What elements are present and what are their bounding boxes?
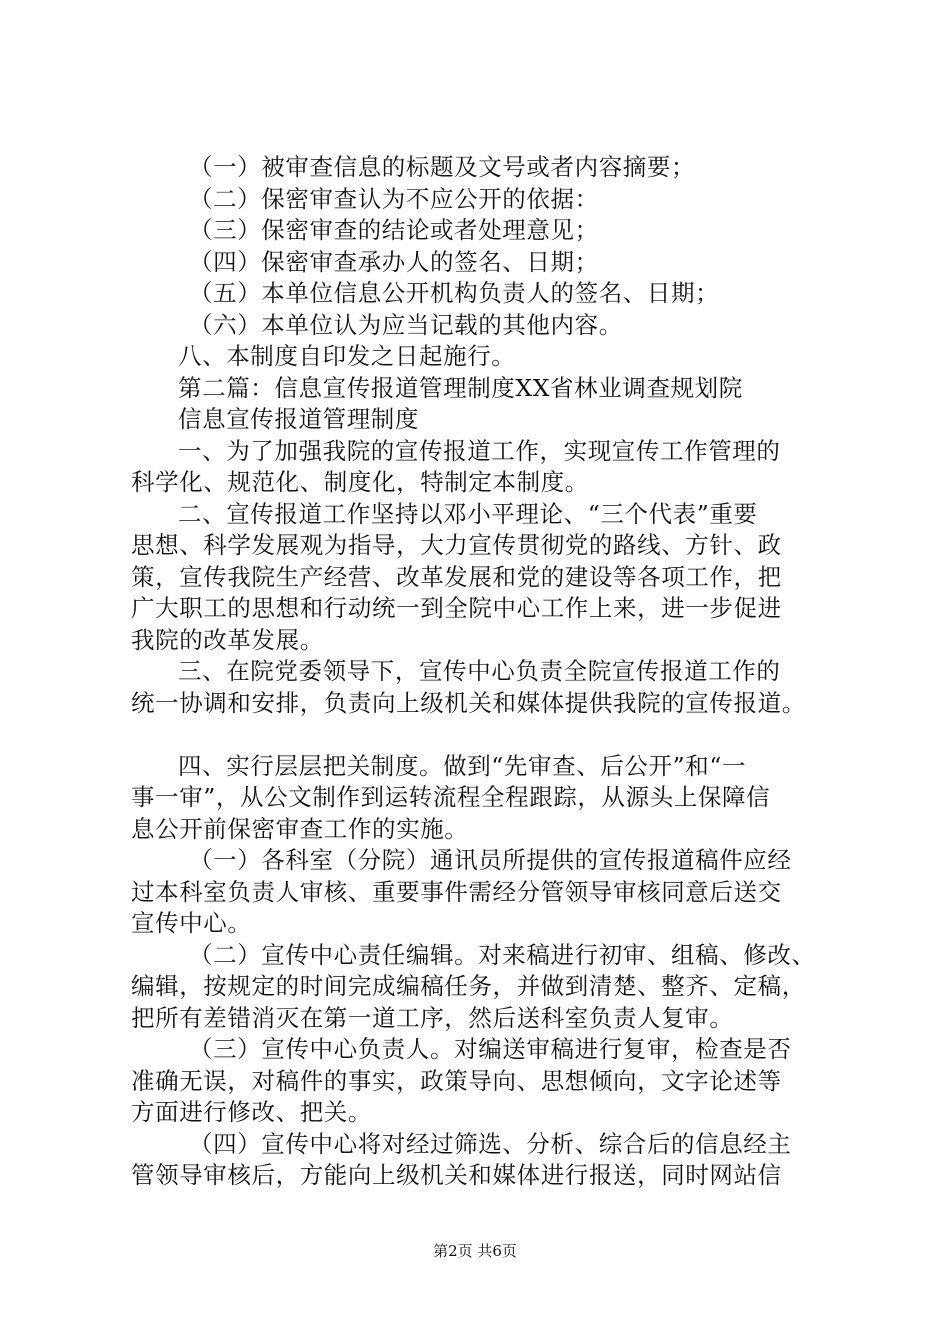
text-line: 二、宣传报道工作坚持以邓小平理论、“三个代表”重要 bbox=[178, 499, 758, 528]
text-line: （五）本单位信息公开机构负责人的签名、日期； bbox=[189, 279, 720, 307]
text-line: 把所有差错消灭在第一道工序，然后送科室负责人复审。 bbox=[131, 1003, 734, 1032]
text-line: 息公开前保密审查工作的实施。 bbox=[131, 814, 469, 843]
text-line: （四）宣传中心将对经过筛选、分析、综合后的信息经主 bbox=[189, 1129, 792, 1158]
document-body bbox=[131, 152, 831, 1192]
text-line: 科学化、规范化、制度化，特制定本制度。 bbox=[131, 468, 589, 496]
text-line: 事一审”，从公文制作到运转流程全程跟踪，从源头上保障信 bbox=[131, 783, 771, 811]
text-line: 方面进行修改、把关。 bbox=[131, 1098, 372, 1126]
text-line: 宣传中心。 bbox=[131, 909, 252, 937]
text-line: （二）宣传中心责任编辑。对来稿进行初审、组稿、修改、 bbox=[189, 940, 816, 969]
text-line: 管领导审核后，方能向上级机关和媒体进行报送，同时网站信 bbox=[131, 1161, 782, 1189]
text-line: 编辑，按规定的时间完成编稿任务，并做到清楚、整齐、定稿， bbox=[131, 972, 806, 1000]
text-line: （二）保密审查认为不应公开的依据： bbox=[189, 184, 599, 213]
blank-line bbox=[131, 719, 831, 751]
text-line: 信息宣传报道管理制度 bbox=[178, 405, 419, 433]
text-line: 第二篇：信息宣传报道管理制度XX省林业调查规划院 bbox=[178, 373, 743, 402]
text-line: 策，宣传我院生产经营、改革发展和党的建设等各项工作，把 bbox=[131, 562, 782, 591]
text-line: 过本科室负责人审核、重要事件需经分管领导审核同意后送交 bbox=[131, 877, 782, 906]
text-line: （一）被审查信息的标题及文号或者内容摘要； bbox=[189, 153, 696, 181]
text-line: 我院的改革发展。 bbox=[131, 625, 324, 654]
text-line: （六）本单位认为应当记载的其他内容。 bbox=[189, 310, 623, 339]
text-line: 八、本制度自印发之日起施行。 bbox=[178, 342, 516, 370]
text-line: 准确无误，对稿件的事实，政策导向、思想倾向，文字论述等 bbox=[131, 1066, 782, 1095]
text-line: （一）各科室（分院）通讯员所提供的宣传报道稿件应经 bbox=[189, 846, 792, 874]
text-line: 思想、科学发展观为指导，大力宣传贯彻党的路线、方针、政 bbox=[131, 531, 782, 559]
text-line: 三、在院党委领导下，宣传中心负责全院宣传报道工作的 bbox=[178, 657, 781, 685]
page-footer: 第2页 共6页 bbox=[433, 1242, 517, 1260]
text-line: （三）保密审查的结论或者处理意见； bbox=[189, 216, 599, 244]
text-line: 统一协调和安排，负责向上级机关和媒体提供我院的宣传报道。 bbox=[131, 688, 806, 717]
text-line: 广大职工的思想和行动统一到全院中心工作上来，进一步促进 bbox=[131, 594, 782, 622]
text-line: （三）宣传中心负责人。对编送审稿进行复审，检查是否 bbox=[189, 1035, 792, 1063]
text-line: 四、实行层层把关制度。做到“先审查、后公开”和“一 bbox=[178, 751, 747, 780]
text-line: （四）保密审查承办人的签名、日期； bbox=[189, 247, 599, 276]
text-line: 一、为了加强我院的宣传报道工作，实现宣传工作管理的 bbox=[178, 436, 781, 465]
